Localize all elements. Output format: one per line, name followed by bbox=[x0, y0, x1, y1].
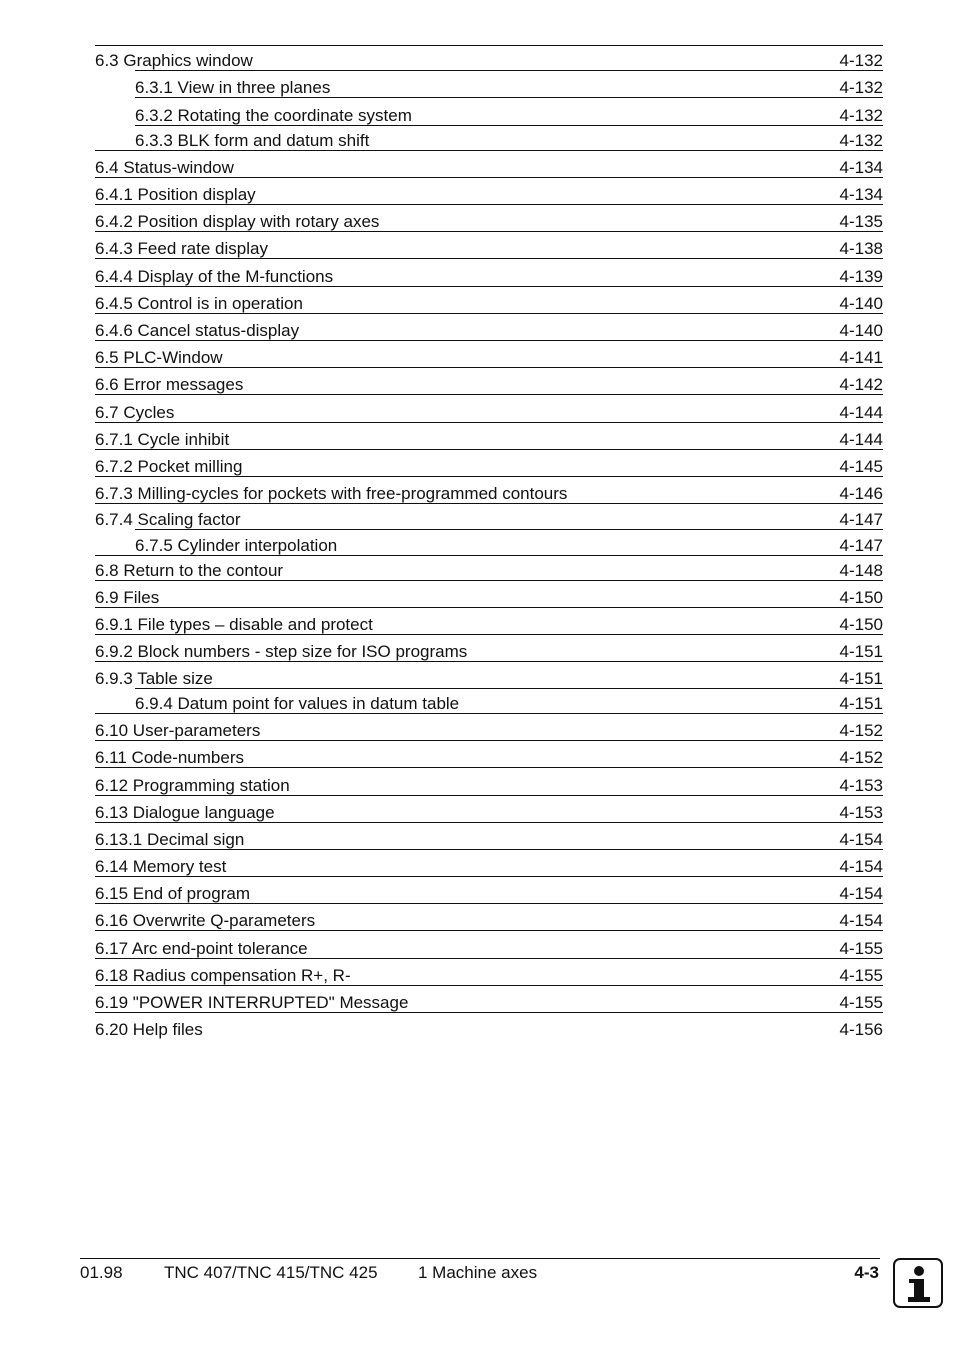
toc-entry-page: 4-153 bbox=[839, 776, 883, 795]
toc-entry-title: 6.7.2 Pocket milling bbox=[95, 457, 243, 476]
toc-entry-page: 4-148 bbox=[839, 561, 883, 580]
toc-entry bbox=[95, 503, 883, 529]
toc-entry-title: 6.9.2 Block numbers - step size for ISO programs bbox=[95, 642, 468, 661]
toc-entry-page: 4-154 bbox=[839, 857, 883, 876]
toc-entry bbox=[95, 930, 883, 958]
toc-entry-title: 6.7.1 Cycle inhibit bbox=[95, 430, 230, 449]
footer-model: TNC 407/TNC 415/TNC 425 bbox=[164, 1263, 378, 1282]
toc-entry-title: 6.3.2 Rotating the coordinate system bbox=[135, 106, 412, 125]
toc-entry-page: 4-151 bbox=[839, 642, 883, 661]
toc-entry-page: 4-139 bbox=[839, 267, 883, 286]
toc-entry-page: 4-152 bbox=[839, 721, 883, 740]
toc-entry bbox=[95, 204, 883, 231]
toc-entry-page: 4-154 bbox=[839, 884, 883, 903]
toc-entry-title: 6.4.2 Position display with rotary axes bbox=[95, 212, 380, 231]
toc-entry-title: 6.9.4 Datum point for values in datum table bbox=[135, 694, 460, 713]
toc-entry-page: 4-156 bbox=[839, 1020, 883, 1039]
toc-entry-title: 6.7.3 Milling-cycles for pockets with free-programmed contours bbox=[95, 484, 568, 503]
toc-entry bbox=[95, 767, 883, 795]
toc-entry bbox=[95, 231, 883, 258]
toc-entry bbox=[95, 849, 883, 876]
toc-entry-page: 4-141 bbox=[839, 348, 883, 367]
toc-entry bbox=[95, 422, 883, 449]
toc-entry bbox=[95, 555, 883, 580]
toc-entry-page: 4-152 bbox=[839, 748, 883, 767]
toc-entry-page: 4-150 bbox=[839, 615, 883, 634]
toc-entry bbox=[95, 394, 883, 422]
toc-entry bbox=[95, 476, 883, 503]
toc-entry-title: 6.8 Return to the contour bbox=[95, 561, 284, 580]
toc-entry-page: 4-132 bbox=[839, 51, 883, 70]
toc-entry-page: 4-155 bbox=[839, 966, 883, 985]
toc-entry-page: 4-140 bbox=[839, 321, 883, 340]
toc-entry-title: 6.10 User-parameters bbox=[95, 721, 261, 740]
toc-entry-title: 6.4.4 Display of the M-functions bbox=[95, 267, 334, 286]
toc-entry-title: 6.3.3 BLK form and datum shift bbox=[135, 131, 370, 150]
toc-entry bbox=[95, 313, 883, 340]
toc-entry-page: 4-134 bbox=[839, 185, 883, 204]
toc-entry-title: 6.19 "POWER INTERRUPTED" Message bbox=[95, 993, 409, 1012]
toc-entry-title: 6.17 Arc end-point tolerance bbox=[95, 939, 308, 958]
toc-entry bbox=[135, 70, 883, 97]
toc-entry bbox=[135, 688, 883, 713]
toc-entry-page: 4-155 bbox=[839, 993, 883, 1012]
toc-entry bbox=[95, 340, 883, 367]
toc-entry-page: 4-155 bbox=[839, 939, 883, 958]
footer-rule bbox=[80, 1258, 880, 1259]
toc-entry-title: 6.4.5 Control is in operation bbox=[95, 294, 303, 313]
toc-entry-title: 6.9.1 File types – disable and protect bbox=[95, 615, 373, 634]
toc-entry-title: 6.4.1 Position display bbox=[95, 185, 256, 204]
toc-entry-page: 4-147 bbox=[839, 510, 883, 529]
toc-entry bbox=[95, 795, 883, 822]
toc-entry-title: 6.4.6 Cancel status-display bbox=[95, 321, 300, 340]
toc-entry-title: 6.13 Dialogue language bbox=[95, 803, 275, 822]
toc-entry-title: 6.16 Overwrite Q-parameters bbox=[95, 911, 316, 930]
toc-entry bbox=[95, 449, 883, 476]
toc-entry bbox=[95, 661, 883, 688]
toc-entry-page: 4-145 bbox=[839, 457, 883, 476]
toc-entry bbox=[95, 150, 883, 177]
toc-entry-page: 4-150 bbox=[839, 588, 883, 607]
toc-entry-title: 6.7 Cycles bbox=[95, 403, 175, 422]
toc-entry-page: 4-135 bbox=[839, 212, 883, 231]
toc-entry-title: 6.7.5 Cylinder interpolation bbox=[135, 536, 338, 555]
toc-entry bbox=[95, 258, 883, 286]
toc-entry bbox=[95, 45, 883, 70]
footer-chapter: 1 Machine axes bbox=[418, 1263, 538, 1282]
toc-entry-page: 4-146 bbox=[839, 484, 883, 503]
toc-entry bbox=[95, 713, 883, 740]
toc-entry-title: 6.14 Memory test bbox=[95, 857, 227, 876]
toc-entry bbox=[95, 634, 883, 661]
toc-entry-title: 6.12 Programming station bbox=[95, 776, 290, 795]
toc-entry bbox=[135, 529, 883, 555]
toc-entry bbox=[95, 580, 883, 607]
toc-entry-page: 4-140 bbox=[839, 294, 883, 313]
toc-entry-page: 4-147 bbox=[839, 536, 883, 555]
toc-entry-page: 4-134 bbox=[839, 158, 883, 177]
toc-entry-title: 6.20 Help files bbox=[95, 1020, 203, 1039]
toc-entry-page: 4-154 bbox=[839, 830, 883, 849]
toc-entry-page: 4-151 bbox=[839, 694, 883, 713]
toc-entry-title: 6.13.1 Decimal sign bbox=[95, 830, 245, 849]
table-of-contents bbox=[95, 45, 883, 1039]
toc-entry-title: 6.7.4 Scaling factor bbox=[95, 510, 241, 529]
toc-entry bbox=[95, 286, 883, 313]
toc-entry-title: 6.9 Files bbox=[95, 588, 160, 607]
info-icon bbox=[893, 1258, 943, 1308]
toc-entry bbox=[95, 367, 883, 394]
toc-entry bbox=[95, 903, 883, 930]
toc-entry-title: 6.18 Radius compensation R+, R- bbox=[95, 966, 351, 985]
toc-entry-page: 4-151 bbox=[839, 669, 883, 688]
toc-entry-title: 6.6 Error messages bbox=[95, 375, 244, 394]
footer-date: 01.98 bbox=[80, 1263, 123, 1282]
toc-entry-page: 4-153 bbox=[839, 803, 883, 822]
toc-entry bbox=[95, 177, 883, 204]
toc-entry-page: 4-138 bbox=[839, 239, 883, 258]
toc-entry-title: 6.4 Status-window bbox=[95, 158, 234, 177]
toc-entry bbox=[95, 607, 883, 634]
toc-entry-page: 4-144 bbox=[839, 430, 883, 449]
toc-entry bbox=[135, 97, 883, 125]
toc-entry-page: 4-142 bbox=[839, 375, 883, 394]
toc-entry-page: 4-132 bbox=[839, 131, 883, 150]
toc-entry-page: 4-132 bbox=[839, 78, 883, 97]
toc-entry-title: 6.3.1 View in three planes bbox=[135, 78, 331, 97]
toc-entry-page: 4-154 bbox=[839, 911, 883, 930]
toc-entry-title: 6.9.3 Table size bbox=[95, 669, 213, 688]
toc-entry bbox=[95, 958, 883, 985]
toc-entry bbox=[95, 1012, 883, 1039]
toc-entry-title: 6.11 Code-numbers bbox=[95, 748, 244, 767]
footer-page-number: 4-3 bbox=[854, 1263, 879, 1282]
toc-entry-title: 6.3 Graphics window bbox=[95, 51, 253, 70]
toc-entry-page: 4-144 bbox=[839, 403, 883, 422]
toc-entry bbox=[95, 740, 883, 767]
toc-entry bbox=[135, 125, 883, 150]
toc-entry-title: 6.4.3 Feed rate display bbox=[95, 239, 268, 258]
toc-entry bbox=[95, 876, 883, 903]
toc-entry bbox=[95, 985, 883, 1012]
toc-entry-title: 6.5 PLC-Window bbox=[95, 348, 223, 367]
toc-entry-page: 4-132 bbox=[839, 106, 883, 125]
toc-entry-title: 6.15 End of program bbox=[95, 884, 250, 903]
toc-entry bbox=[95, 822, 883, 849]
